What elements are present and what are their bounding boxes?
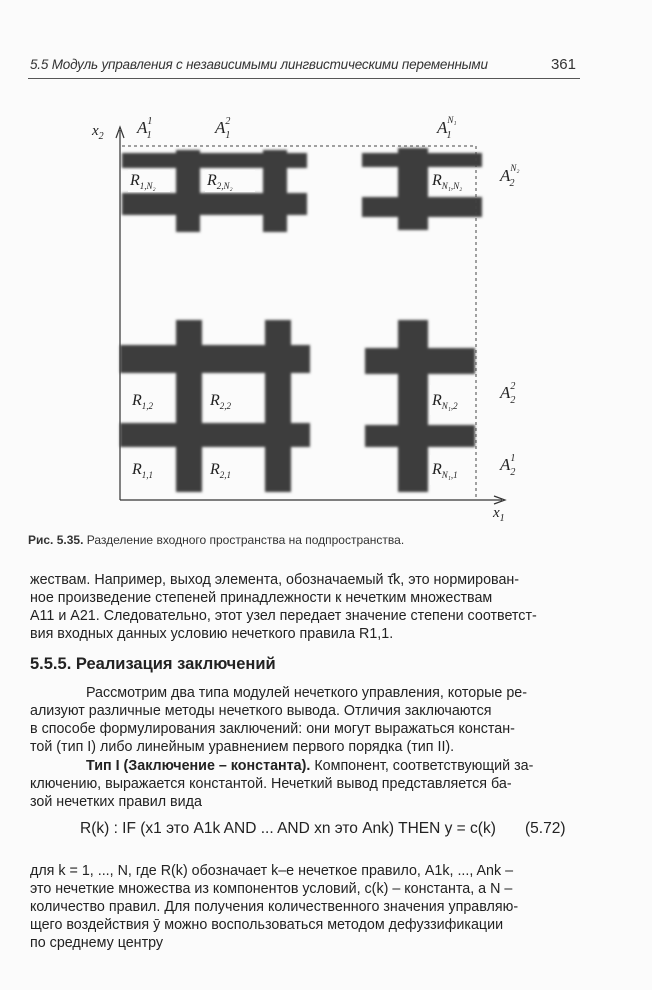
type-label: Тип I (Заключение – константа). (86, 758, 311, 774)
paragraph-1 (30, 571, 586, 643)
caption-label: Рис. 5.35. (28, 533, 84, 547)
text-line: жествам. Например, выход элемента, обозначаемый τ̂k, это нормирован- (30, 572, 520, 588)
top-label-A1-2: $A^2$ 1 (215, 116, 231, 141)
text-line: ключению, выражается константой. Нечеткий вывод представляется ба- (30, 776, 512, 792)
right-label-A2-2: $A^2$ 2 (500, 381, 516, 406)
cell-R12: $R_{1,2}$ (132, 392, 154, 411)
x-axis-label: $x_1$ (493, 505, 505, 524)
band-h-bottom-1 (120, 345, 310, 373)
band-h-bottom-2 (120, 423, 310, 447)
cell-R21: $R_{2,1}$ (210, 461, 232, 480)
formula-5-72 (80, 820, 580, 838)
cell-R1N2: $R_{1,N_2}$ (130, 172, 156, 191)
text-line: Компонент, соответствующий за- (310, 758, 534, 774)
cell-RN11: $R_{N_1,1}$ (432, 461, 458, 480)
figure-caption (28, 533, 588, 547)
right-label-A2-1: $A^1$ 2 (500, 453, 516, 478)
text-line: вия входных данных условию нечеткого правила R1,1. (30, 626, 394, 642)
text-line: ализуют различные методы нечеткого вывода. Отличия заключаются (30, 703, 492, 719)
caption-text: Разделение входного пространства на подпространства. (86, 533, 405, 547)
text-line: это нечеткие множества из компонентов условий, c(k) – константа, а N – (30, 881, 513, 897)
top-label-A1-1: $A^1$ 1 (137, 116, 152, 141)
text-line: A11 и A21. Следовательно, этот узел передает значение степени соответст- (30, 608, 537, 624)
text-line: зой нечетких правил вида (30, 794, 202, 810)
cell-R22: $R_{2,2}$ (210, 392, 232, 411)
paragraph-2 (30, 684, 586, 756)
text-line: в способе формулирования заключений: они могут выражаться констан- (30, 721, 515, 737)
header-title: 5.5 Модуль управления с независимыми лингвистическими переменными (30, 57, 488, 72)
text-line: той (тип I) либо линейным уравнением первого порядка (тип II). (30, 739, 455, 755)
band-h-top-1 (122, 153, 307, 168)
cell-R2N2: $R_{2,N_2}$ (207, 172, 233, 191)
formula-number: (5.72) (525, 820, 566, 837)
text-line: щего воздействия ȳ можно воспользоваться методом дефуззификации (30, 917, 504, 933)
right-set-labels (499, 163, 520, 478)
paragraph-4 (30, 862, 586, 952)
band-h-bottom-right-1 (365, 348, 475, 374)
band-h-top-right-2 (362, 197, 482, 217)
band-h-top-2 (122, 193, 307, 215)
formula-text: R(k) : IF (x1 это A1k AND ... AND xn это Ank) THEN y = c(k) (80, 820, 496, 837)
section-heading: 5.5.5. Реализация заключений (30, 655, 276, 673)
y-axis-label: $x_2$ (92, 123, 104, 142)
right-label-A2-N2: $A^{N_2}$ 2 (500, 163, 520, 189)
band-v-n-bottom (398, 320, 428, 492)
paragraph-3 (30, 757, 586, 811)
text-line: количество правил. Для получения количественного значения управляю- (30, 899, 519, 915)
band-h-top-right-1 (362, 153, 482, 167)
top-set-labels (136, 115, 457, 141)
membership-bands (120, 148, 482, 492)
page-number: 361 (550, 56, 576, 73)
text-line: по среднему центру (30, 935, 164, 951)
text-line: для k = 1, ..., N, где R(k) обозначает k–е нечеткое правило, A1k, ..., Ank – (30, 863, 514, 879)
text-line: ное произведение степеней принадлежности к нечетким множествам (30, 590, 493, 606)
cell-RN12: $R_{N_1,2}$ (432, 392, 458, 411)
cell-RN1N2: $R_{N_1,N_2}$ (432, 172, 463, 191)
text-line: Рассмотрим два типа модулей нечеткого управления, которые ре- (86, 685, 528, 701)
band-h-bottom-right-2 (365, 425, 475, 447)
cell-R11: $R_{1,1}$ (132, 461, 154, 480)
top-label-A1-N1: $A^{N_1}$ 1 (437, 115, 457, 141)
